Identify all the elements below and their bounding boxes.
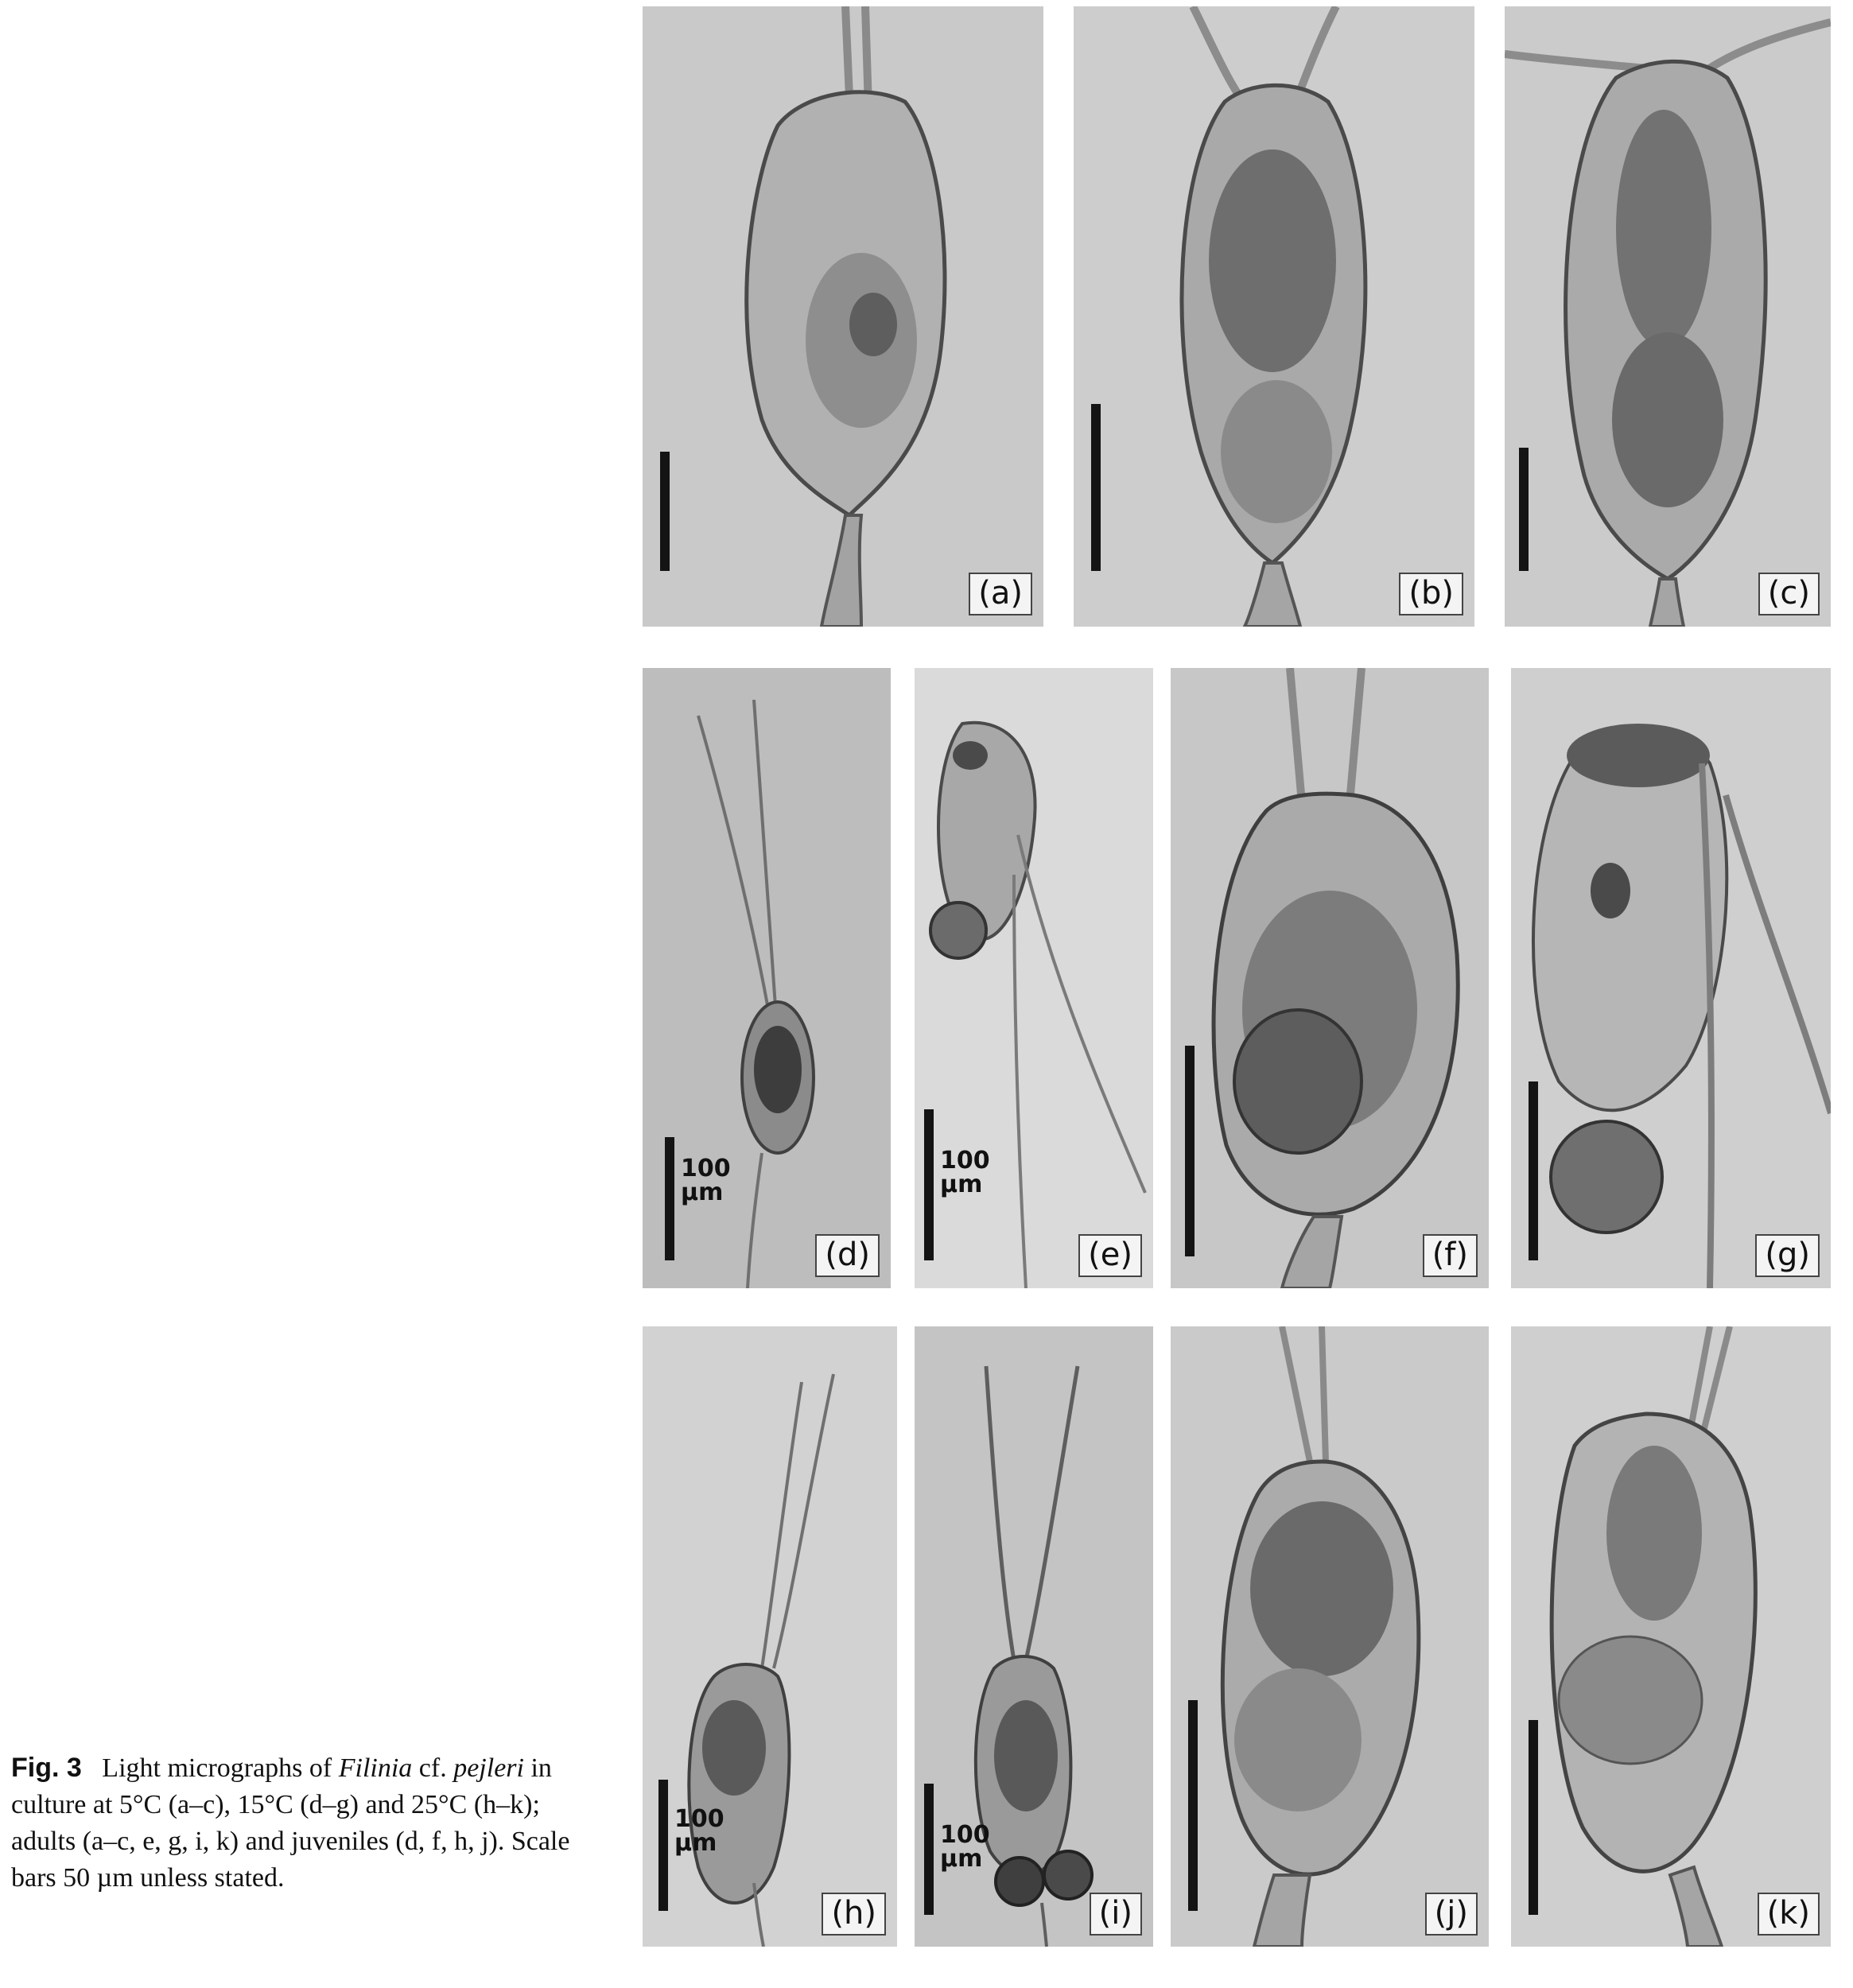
figure-caption: [11, 1749, 600, 1897]
panel-label: (j): [1425, 1893, 1478, 1936]
scale-bar: [1529, 1720, 1538, 1915]
species-name: pejleri: [453, 1753, 524, 1783]
rotifer-image-d: [643, 668, 891, 1288]
scale-bar: [665, 1137, 674, 1260]
micrograph-panel-j: [1171, 1326, 1489, 1947]
rotifer-image-f: [1171, 668, 1489, 1288]
scale-label: 100 µm: [674, 1805, 724, 1857]
rotifer-image-a: [643, 6, 1043, 627]
scale-bar: [660, 452, 670, 571]
panel-label: (d): [815, 1234, 880, 1277]
panel-label: (f): [1423, 1234, 1478, 1277]
caption-cf: cf.: [412, 1753, 454, 1783]
caption-text: in culture at 5°C (a–c), 15°C (d–g) and 25°C (h–k); adults (a–c, e, g, i, k) and juveniles (d, f, h, j). Scale bars 50 µm unless stated.: [11, 1753, 570, 1893]
scale-bar: [924, 1109, 934, 1260]
panel-label: (c): [1758, 573, 1820, 615]
rotifer-image-k: [1511, 1326, 1831, 1947]
rotifer-image-c: [1505, 6, 1831, 627]
scale-bar: [924, 1784, 934, 1915]
scale-bar: [1529, 1081, 1538, 1260]
panel-label: (h): [822, 1893, 886, 1936]
panel-label: (e): [1078, 1234, 1142, 1277]
genus-name: Filinia: [338, 1753, 413, 1783]
scale-label: 100 µm: [940, 1821, 990, 1873]
micrograph-panel-f: [1171, 668, 1489, 1288]
panel-label: (g): [1755, 1234, 1820, 1277]
micrograph-panel-b: [1074, 6, 1474, 627]
micrograph-panel-h: [643, 1326, 897, 1947]
scale-bar: [1188, 1700, 1198, 1911]
micrograph-panel-k: [1511, 1326, 1831, 1947]
rotifer-image-g: [1511, 668, 1831, 1288]
scale-label: 100 µm: [940, 1147, 990, 1198]
caption-lead: Light micrographs of: [102, 1753, 339, 1783]
scale-bar: [658, 1780, 668, 1911]
micrograph-panel-e: [915, 668, 1153, 1288]
micrograph-panel-a: [643, 6, 1043, 627]
panel-label: (b): [1399, 573, 1463, 615]
micrograph-panel-c: [1505, 6, 1831, 627]
micrograph-panel-i: [915, 1326, 1153, 1947]
panel-label: (i): [1090, 1893, 1142, 1936]
micrograph-panel-g: [1511, 668, 1831, 1288]
panel-label: (k): [1758, 1893, 1820, 1936]
scale-label: 100 µm: [681, 1155, 731, 1206]
figure-number: Fig. 3: [11, 1753, 82, 1783]
scale-bar: [1519, 448, 1529, 571]
panel-label: (a): [969, 573, 1032, 615]
micrograph-panel-d: [643, 668, 891, 1288]
rotifer-image-j: [1171, 1326, 1489, 1947]
scale-bar: [1091, 404, 1101, 571]
scale-bar: [1185, 1046, 1195, 1256]
rotifer-image-b: [1074, 6, 1474, 627]
